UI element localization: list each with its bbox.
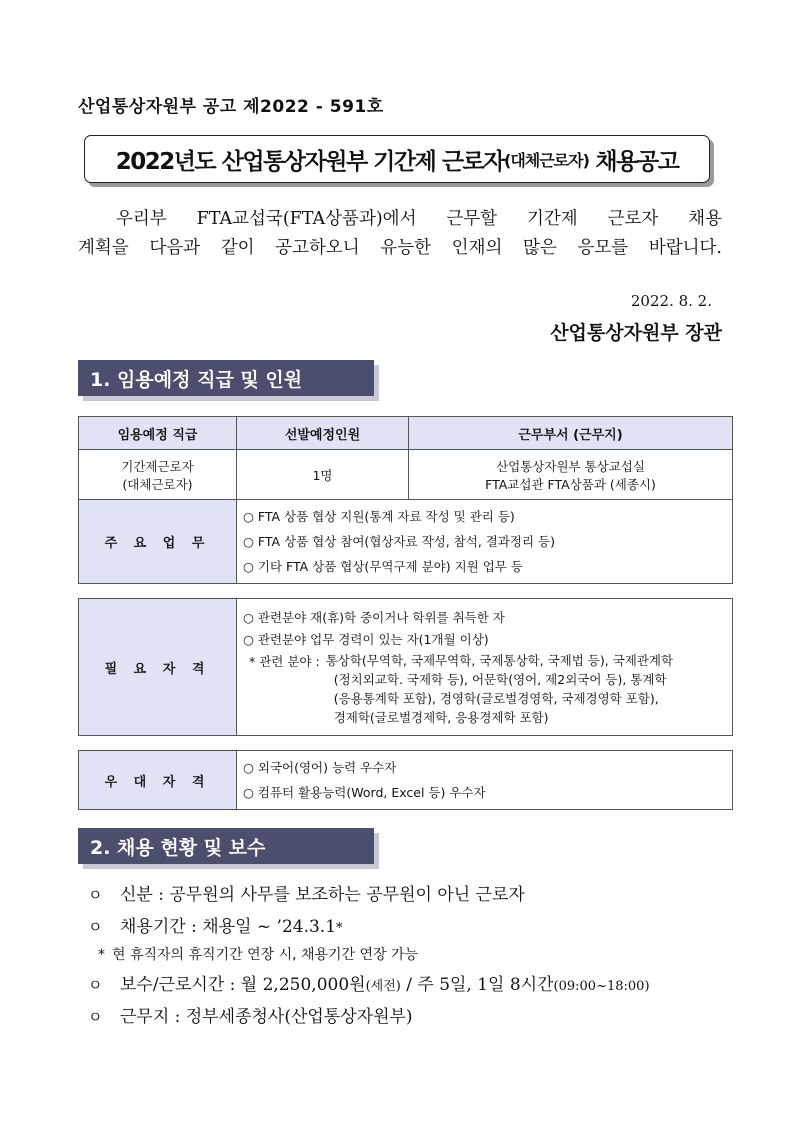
preferred-label: 우 대 자 격 — [79, 751, 237, 810]
intro-line-1: 우리부 FTA교섭국(FTA상품과)에서 근무할 기간제 근로자 채용 — [116, 209, 722, 229]
bullet-icon: ㅇ — [88, 1008, 103, 1026]
position-line-1: 기간제근로자 — [121, 458, 194, 474]
period-mark: * — [336, 921, 343, 936]
position-line-2: (대체근로자) — [122, 476, 193, 492]
list-item — [88, 1002, 728, 1034]
note-mark: * — [98, 947, 105, 963]
duties-row — [79, 500, 733, 584]
duties-label: 주 요 업 무 — [79, 500, 237, 584]
count-cell: 1명 — [237, 450, 409, 500]
related-fields-label: * 관련 분야 : — [249, 654, 320, 669]
position-cell — [79, 450, 237, 500]
title-end: 채용공고 — [588, 148, 679, 175]
intro-paragraph — [78, 205, 722, 263]
work-days: / 주 5일, 1일 8시간 — [400, 975, 554, 995]
department-line-1: 산업통상자원부 통상교섭실 — [496, 458, 645, 474]
employment-details — [88, 880, 728, 1034]
header-count: 선발예정인원 — [237, 417, 409, 450]
announcement-title — [84, 135, 710, 183]
requirements-label: 필 요 자 격 — [79, 599, 237, 736]
section-1-heading: 1. 임용예정 직급 및 인원 — [78, 360, 374, 396]
related-field-line: 경제학(글로벌경제학, 응용경제학 포함) — [333, 710, 549, 725]
preferred-list — [237, 751, 733, 810]
header-department: 근무부서 (근무지) — [409, 417, 733, 450]
related-field-line: 통상학(무역학, 국제무역학, 국제통상학, 국제법 등), 국제관계학 — [325, 653, 674, 668]
requirements-list — [237, 599, 733, 736]
list-item — [88, 912, 728, 944]
list-item: ○ 외국어(영어) 능력 우수자 — [243, 760, 397, 775]
list-item — [88, 880, 728, 912]
list-item: ○ 컴퓨터 활용능력(Word, Excel 등) 우수자 — [243, 785, 486, 800]
header-position: 임용예정 직급 — [79, 417, 237, 450]
preferred-table — [78, 750, 733, 810]
related-fields-values — [320, 651, 673, 727]
list-item — [88, 970, 728, 1002]
title-main: 2022년도 산업통상자원부 기간제 근로자 — [115, 148, 504, 175]
status-text: 신분 : 공무원의 사무를 보조하는 공무원이 아닌 근로자 — [120, 885, 525, 905]
pay-text: 보수/근로시간 : 월 2,250,000원 — [120, 975, 366, 995]
period-note: 현 휴직자의 휴직기간 연장 시, 채용기간 연장 가능 — [112, 947, 419, 963]
list-item: ○ 관련분야 업무 경력이 있는 자(1개월 이상) — [243, 632, 489, 647]
duties-list — [237, 500, 733, 584]
list-item: ○ 기타 FTA 상품 협상(무역구제 분야) 지원 업무 등 — [243, 559, 523, 574]
minister-signature: 산업통상자원부 장관 — [550, 322, 722, 344]
section-2-heading: 2. 채용 현황 및 보수 — [78, 828, 374, 864]
period-text: 채용기간 : 채용일 ~ ’24.3.1 — [120, 917, 337, 937]
list-item — [88, 944, 728, 970]
table-header-row — [79, 417, 733, 450]
announcement-date: 2022. 8. 2. — [630, 292, 712, 310]
requirements-table — [78, 598, 733, 736]
bullet-icon: ㅇ — [88, 976, 103, 994]
related-fields — [243, 651, 726, 727]
position-table — [78, 416, 733, 584]
department-line-2: FTA교섭관 FTA상품과 (세종시) — [485, 476, 656, 492]
pay-tax-note: (세전) — [365, 979, 401, 994]
list-item: ○ FTA 상품 협상 참여(협상자료 작성, 참석, 결과정리 등) — [243, 534, 556, 549]
related-field-line: (응용통계학 포함), 경영학(글로벌경영학, 국제경영학 포함), — [333, 691, 659, 706]
location-text: 근무지 : 정부세종청사(산업통상자원부) — [120, 1007, 413, 1027]
table-row — [79, 450, 733, 500]
list-item: ○ 관련분야 재(휴)학 중이거나 학위를 취득한 자 — [243, 610, 505, 625]
bullet-icon: ㅇ — [88, 886, 103, 904]
title-small: (대체근로자) — [504, 150, 589, 170]
work-hours: (09:00~18:00) — [553, 979, 650, 994]
list-item: ○ FTA 상품 협상 지원(통계 자료 작성 및 관리 등) — [243, 509, 515, 524]
bullet-icon: ㅇ — [88, 918, 103, 936]
intro-line-2: 계획을 다음과 같이 공고하오니 유능한 인재의 많은 응모를 바랍니다. — [78, 238, 722, 258]
preferred-row — [79, 751, 733, 810]
notice-number: 산업통상자원부 공고 제2022 - 591호 — [78, 97, 384, 117]
related-field-line: (정치외교학. 국제학 등), 어문학(영어, 제2외국어 등), 통계학 — [333, 672, 667, 687]
department-cell — [409, 450, 733, 500]
requirements-row — [79, 599, 733, 736]
